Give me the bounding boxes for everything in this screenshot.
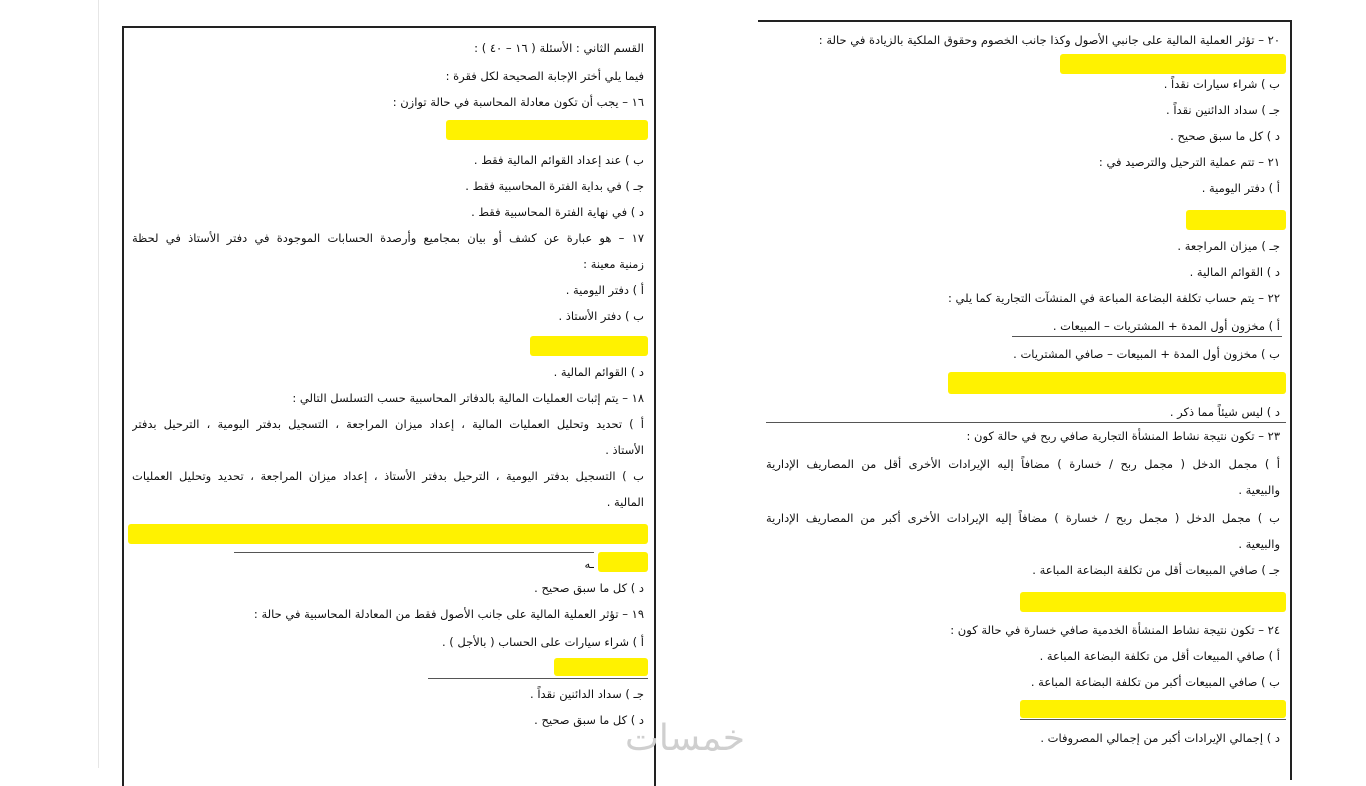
option-c: جـ ) في بداية الفترة المحاسبية فقط . — [465, 179, 644, 193]
question-17-cont: زمنية معينة : — [583, 257, 644, 271]
question-16: ١٦ – يجب أن تكون معادلة المحاسبة في حالة توازن : — [392, 95, 644, 109]
answer-highlight — [1060, 54, 1286, 74]
option-d: د ) ليس شيئاً مما ذكر . — [1169, 405, 1280, 419]
option-a: أ ) دفتر اليومية . — [1201, 181, 1280, 195]
divider-rule — [766, 422, 1286, 423]
option-a-cont: والبيعية . — [1238, 483, 1280, 497]
answer-highlight — [554, 658, 648, 676]
option-a-cont: الأستاذ . — [605, 443, 644, 457]
divider-rule — [234, 552, 594, 553]
option-d: د ) القوائم المالية . — [553, 365, 644, 379]
option-b-cont: والبيعية . — [1238, 537, 1280, 551]
option-b: ب ) مجمل الدخل ( مجمل ربح / خسارة ) مضافاً إليه الإيرادات الأخرى أكبر من المصاريف الإدارية — [766, 511, 1280, 525]
option-d: د ) القوائم المالية . — [1189, 265, 1280, 279]
answer-highlight — [1020, 700, 1286, 718]
option-b: ب ) عند إعداد القوائم المالية فقط . — [473, 153, 644, 167]
option-a: أ ) مخزون أول المدة + المشتريات – المبيعات . — [1052, 319, 1280, 333]
question-21: ٢١ – تتم عملية الترحيل والترصيد في : — [1098, 155, 1280, 169]
option-c: جـ ) سداد الدائنين نقداً . — [530, 687, 644, 701]
option-b-cont: المالية . — [606, 495, 644, 509]
option-c: جـ ) صافي المبيعات أقل من تكلفة البضاعة المباعة . — [1032, 563, 1280, 577]
option-d: د ) كل ما سبق صحيح . — [534, 713, 644, 727]
option-a: أ ) دفتر اليومية . — [565, 283, 644, 297]
divider-rule — [1012, 336, 1282, 337]
answer-highlight — [446, 120, 648, 140]
answer-highlight — [1186, 210, 1286, 230]
option-a: أ ) شراء سيارات على الحساب ( بالأجل ) . — [441, 635, 644, 649]
instruction-text: فيما يلي أختر الإجابة الصحيحة لكل فقرة : — [445, 69, 644, 83]
question-18: ١٨ – يتم إثبات العمليات المالية بالدفاتر المحاسبية حسب التسلسل التالي : — [292, 391, 644, 405]
answer-highlight — [598, 552, 648, 572]
option-b: ب ) شراء سيارات نقداً . — [1163, 77, 1280, 91]
section-heading: القسم الثاني : الأسئلة ( ١٦ – ٤٠ ) : — [474, 41, 644, 55]
answer-highlight — [1020, 592, 1286, 612]
option-a: أ ) مجمل الدخل ( مجمل ربح / خسارة ) مضافاً إليه الإيرادات الأخرى أقل من المصاريف الإدارية — [766, 457, 1280, 471]
question-17: ١٧ – هو عبارة عن كشف أو بيان بمجاميع وأرصدة الحسابات الموجودة في دفتر الأستاذ في لحظة — [132, 231, 644, 245]
question-22: ٢٢ – يتم حساب تكلفة البضاعة المباعة في المنشآت التجارية كما يلي : — [948, 291, 1280, 305]
question-20: ٢٠ – تؤثر العملية المالية على جانبي الأصول وكذا جانب الخصوم وحقوق الملكية بالزيادة في حالة : — [818, 33, 1280, 47]
divider-rule — [1020, 719, 1286, 720]
option-d: د ) إجمالي الإيرادات أكبر من إجمالي المصروفات . — [1040, 731, 1280, 745]
question-24: ٢٤ – تكون نتيجة نشاط المنشأة الخدمية صافي خسارة في حالة كون : — [950, 623, 1280, 637]
option-b: ب ) صافي المبيعات أكبر من تكلفة البضاعة المباعة . — [1030, 675, 1280, 689]
document-page-left — [122, 26, 656, 786]
answer-highlight — [128, 524, 648, 544]
option-a: أ ) تحديد وتحليل العمليات المالية ، إعداد ميزان المراجعة ، التسجيل بدفتر اليومية ، الترحيل بدفتر — [132, 417, 644, 431]
option-b: ب ) دفتر الأستاذ . — [558, 309, 644, 323]
option-d: د ) كل ما سبق صحيح . — [1170, 129, 1280, 143]
option-b: ب ) مخزون أول المدة + المبيعات – صافي المشتريات . — [1013, 347, 1280, 361]
option-b: ب ) التسجيل بدفتر اليومية ، الترحيل بدفتر الأستاذ ، إعداد ميزان المراجعة ، تحديد وتحليل العمليات — [132, 469, 644, 483]
option-d: د ) كل ما سبق صحيح . — [534, 581, 644, 595]
answer-highlight — [948, 372, 1286, 394]
divider-rule — [428, 678, 648, 679]
option-a: أ ) صافي المبيعات أقل من تكلفة البضاعة المباعة . — [1039, 649, 1280, 663]
option-c-fragment: ـه — [584, 557, 594, 571]
question-19: ١٩ – تؤثر العملية المالية على جانب الأصول فقط من المعادلة المحاسبية في حالة : — [253, 607, 644, 621]
question-23: ٢٣ – تكون نتيجة نشاط المنشأة التجارية صافي ربح في حالة كون : — [966, 429, 1280, 443]
site-watermark: خمسات — [624, 718, 746, 759]
option-c: جـ ) ميزان المراجعة . — [1177, 239, 1280, 253]
answer-highlight — [530, 336, 648, 356]
document-page-right — [758, 20, 1292, 780]
viewer-divider — [98, 0, 99, 768]
option-d: د ) في نهاية الفترة المحاسبية فقط . — [471, 205, 644, 219]
option-c: جـ ) سداد الدائنين نقداً . — [1166, 103, 1280, 117]
